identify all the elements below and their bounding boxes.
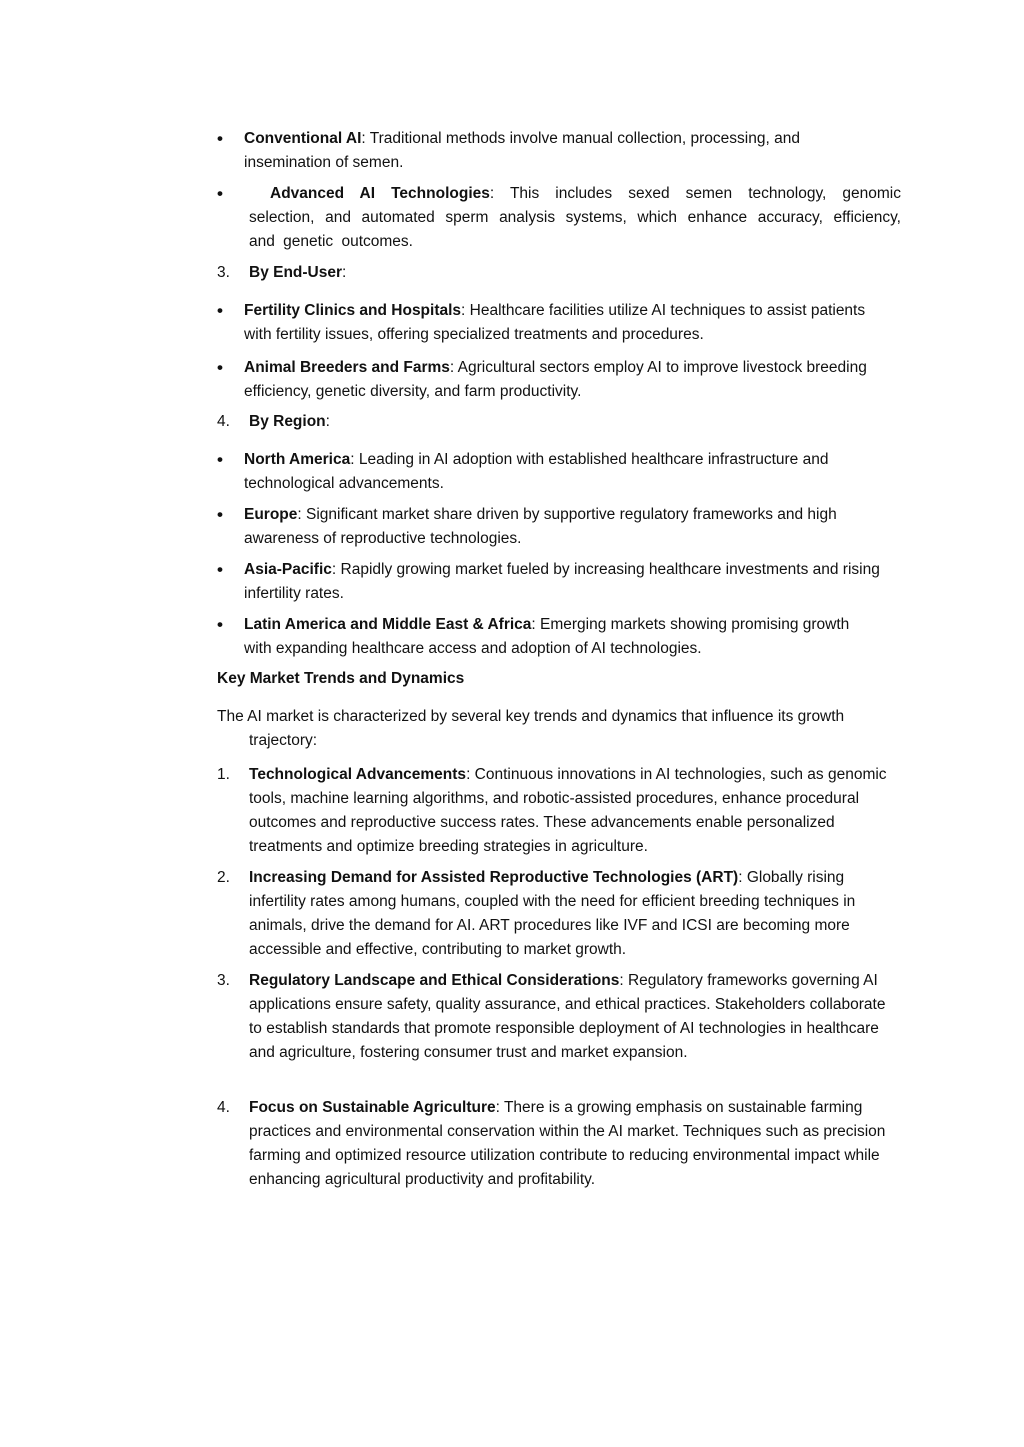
numbered-item-trend-1 <box>217 763 907 859</box>
description-sustainable-agriculture: : There is a growing emphasis on sustainable farming practices and environmental conservation within the AI market. Techniques such as precision farming and optimized resource utilization contribute to reducing environmental impact while enhancing agricultural productivity and profitability. <box>249 1099 886 1188</box>
bullet-marker: • <box>217 505 223 524</box>
list-number: 4. <box>217 413 230 430</box>
bullet-marker: • <box>217 301 223 320</box>
list-number: 3. <box>217 264 230 281</box>
bullet-marker: • <box>217 184 223 203</box>
list-number: 3. <box>217 972 230 989</box>
bullet-marker: • <box>217 560 223 579</box>
bullet-item-europe <box>217 503 907 551</box>
description-asia-pacific: : Rapidly growing market fueled by increasing healthcare investments and rising infertility rates. <box>244 561 880 602</box>
heading-by-region: By Region <box>249 413 326 430</box>
description-animal-breeders: : Agricultural sectors employ AI to improve livestock breeding efficiency, genetic diversity, and farm productivity. <box>244 359 867 400</box>
term-technological-advancements: Technological Advancements <box>249 766 467 783</box>
term-europe: Europe <box>244 506 298 523</box>
description-latin-america-mea: : Emerging markets showing promising growth with expanding healthcare access and adoption of AI technologies. <box>244 616 850 657</box>
description-technological-advancements: : Continuous innovations in AI technologies, such as genomic tools, machine learning algorithms, and robotic-assisted procedures, enhance procedural outcomes and reproductive success rates. These advancements enable personalized treatments and optimize breeding strategies in agriculture. <box>249 766 887 855</box>
heading-colon: : <box>325 413 330 430</box>
heading-key-market-trends: Key Market Trends and Dynamics <box>217 670 465 687</box>
trends-intro-paragraph <box>217 705 877 753</box>
bullet-marker: • <box>217 450 223 469</box>
bullet-marker: • <box>217 129 223 148</box>
list-number: 1. <box>217 766 230 783</box>
section-heading-key-trends <box>217 667 907 691</box>
term-north-america: North America <box>244 451 351 468</box>
heading-colon: : <box>342 264 347 281</box>
description-north-america: : Leading in AI adoption with established healthcare infrastructure and technological advancements. <box>244 451 829 492</box>
term-asia-pacific: Asia-Pacific <box>244 561 332 578</box>
description-advanced-ai: : This includes sexed semen technology, genomic selection, and automated sperm analysis systems, which enhance accuracy, efficiency, and genetic outcomes. <box>249 185 901 250</box>
numbered-heading-end-user <box>217 261 907 285</box>
term-fertility-clinics: Fertility Clinics and Hospitals <box>244 302 462 319</box>
intro-text: The AI market is characterized by several key trends and dynamics that influence its growth trajectory: <box>217 708 845 749</box>
term-advanced-ai: Advanced AI Technologies <box>270 185 490 202</box>
term-conventional-ai: Conventional AI <box>244 130 362 147</box>
bullet-item-animal-breeders <box>217 356 907 404</box>
description-increasing-demand-art: : Globally rising infertility rates among humans, coupled with the need for efficient breeding techniques in animals, drive the demand for AI. ART procedures like IVF and ICSI are becoming more accessible and effective, contributing to market growth. <box>249 869 856 958</box>
term-sustainable-agriculture: Focus on Sustainable Agriculture <box>249 1099 496 1116</box>
bullet-item-asia-pacific <box>217 558 907 606</box>
heading-by-end-user: By End-User <box>249 264 343 281</box>
numbered-item-trend-4 <box>217 1096 907 1192</box>
bullet-marker: • <box>217 358 223 377</box>
bullet-item-advanced-ai <box>217 182 907 254</box>
bullet-item-north-america <box>217 448 907 496</box>
description-fertility-clinics: : Healthcare facilities utilize AI techniques to assist patients with fertility issues, offering specialized treatments and procedures. <box>244 302 866 343</box>
list-number: 2. <box>217 869 230 886</box>
term-latin-america-mea: Latin America and Middle East & Africa <box>244 616 532 633</box>
list-number: 4. <box>217 1099 230 1116</box>
bullet-item-latin-america-mea <box>217 613 907 661</box>
term-animal-breeders: Animal Breeders and Farms <box>244 359 450 376</box>
numbered-item-trend-2 <box>217 866 907 962</box>
description-europe: : Significant market share driven by supportive regulatory frameworks and high awareness of reproductive technologies. <box>244 506 837 547</box>
numbered-heading-region <box>217 410 907 434</box>
bullet-marker: • <box>217 615 223 634</box>
term-regulatory-landscape: Regulatory Landscape and Ethical Considerations <box>249 972 620 989</box>
description-regulatory-landscape: : Regulatory frameworks governing AI applications ensure safety, quality assurance, and ethical practices. Stakeholders collaborate to establish standards that promote responsible deployment of AI technologies in healthcare and agriculture, fostering consumer trust and market expansion. <box>249 972 886 1061</box>
description-conventional-ai: : Traditional methods involve manual collection, processing, and insemination of semen. <box>244 130 800 171</box>
term-increasing-demand-art: Increasing Demand for Assisted Reproductive Technologies (ART) <box>249 869 739 886</box>
bullet-item-fertility-clinics <box>217 299 907 347</box>
numbered-item-trend-3 <box>217 969 907 1065</box>
bullet-item-conventional-ai <box>217 127 907 175</box>
